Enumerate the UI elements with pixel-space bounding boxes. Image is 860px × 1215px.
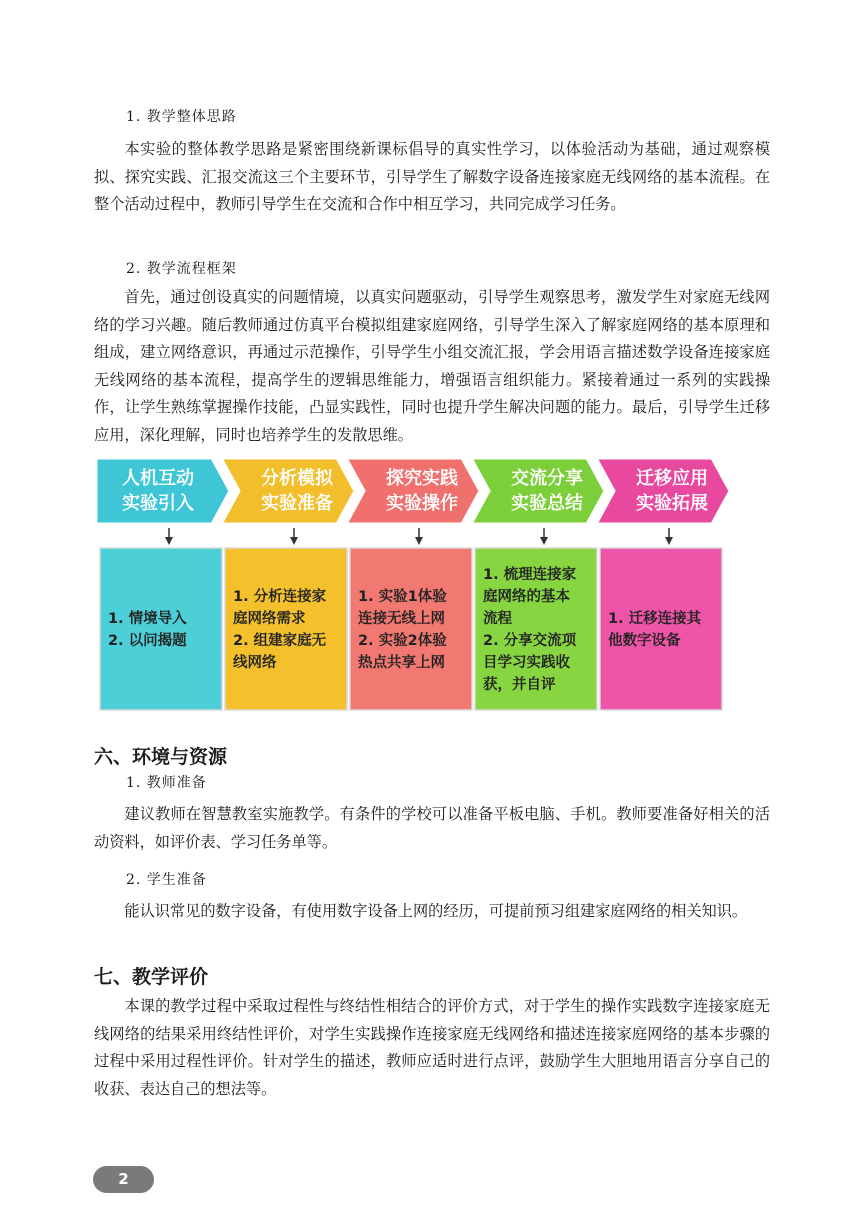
section-heading-environment: 六、环境与资源	[94, 746, 228, 768]
flow-step-4-title-line2: 实验总结	[511, 493, 583, 514]
flow-step-2-box	[225, 548, 347, 710]
paragraph-teacher-prep: 建议教师在智慧教室实施教学。有条件的学校可以准备平板电脑、手机。教师要准备好相关的活动资料，如评价表、学习任务单等。	[94, 805, 770, 851]
section-heading-evaluation: 七、教学评价	[94, 966, 209, 988]
flow-step-4-item-3: 流程	[483, 611, 512, 627]
flow-step-1-item-2: 2. 以问揭题	[108, 633, 187, 649]
subheading-teaching-approach: 1. 教学整体思路	[126, 109, 237, 125]
flow-step-2-item-4: 线网络	[233, 655, 277, 671]
flow-step-2-title-line2: 实验准备	[261, 493, 333, 514]
subheading-student-prep: 2. 学生准备	[126, 872, 207, 888]
flow-step-4-item-1: 1. 梳理连接家	[483, 567, 577, 583]
paragraph-teaching-approach: 本实验的整体教学思路是紧密围绕新课标倡导的真实性学习，以体验活动为基础，通过观察模拟、探究实践、汇报交流这三个主要环节，引导学生了解数字设备连接家庭无线网络的基本流程。在整个活动过程中，教师引导学生在交流和合作中相互学习，共同完成学习任务。	[94, 140, 770, 213]
flow-step-3-item-1: 1. 实验1体验	[358, 589, 447, 605]
flow-step-4-arrow-head	[540, 537, 548, 545]
subheading-flow-framework: 2. 教学流程框架	[126, 261, 237, 277]
flow-step-4-title-line1: 交流分享	[511, 468, 583, 489]
paragraph-evaluation: 本课的教学过程中采取过程性与终结性相结合的评价方式，对于学生的操作实践数字连接家庭无线网络的结果采用终结性评价，对学生实践操作连接家庭无线网络和描述连接家庭网络的基本步骤的过程中采用过程性评价。针对学生的描述，教师应适时进行点评，鼓励学生大胆地用语言分享自己的收获、表达自己的想法等。	[94, 997, 770, 1098]
flow-step-4-item-4: 2. 分享交流项	[483, 633, 577, 649]
flow-step-4-item-5: 目学习实践收	[483, 655, 570, 671]
flow-step-5-box	[600, 548, 722, 710]
flow-step-3-box	[350, 548, 472, 710]
flow-step-3-title-line2: 实验操作	[386, 493, 458, 514]
flow-step-2-arrow-head	[290, 537, 298, 545]
flow-step-3-arrow-head	[415, 537, 423, 545]
flow-step-5-item-2: 他数字设备	[608, 633, 681, 649]
flow-step-1-title-line2: 实验引入	[122, 493, 194, 514]
flow-step-2-item-2: 庭网络需求	[233, 611, 306, 627]
flow-step-1-item-1: 1. 情境导入	[108, 611, 187, 627]
flow-step-1-box	[100, 548, 222, 710]
flow-step-4-item-2: 庭网络的基本	[483, 589, 570, 605]
paragraph-flow-framework: 首先，通过创设真实的问题情境，以真实问题驱动，引导学生观察思考，激发学生对家庭无线网络的学习兴趣。随后教师通过仿真平台模拟组建家庭网络，引导学生深入了解家庭网络的基本原理和组成，建立网络意识，再通过示范操作，引导学生小组交流汇报，学会用语言描述数学设备连接家庭无线网络的基本流程，提高学生的逻辑思维能力，增强语言组织能力。紧接着通过一系列的实践操作，让学生熟练掌握操作技能，凸显实践性，同时也提升学生解决问题的能力。最后，引导学生迁移应用，深化理解，同时也培养学生的发散思维。	[94, 288, 770, 444]
flow-step-5-item-1: 1. 迁移连接其	[608, 611, 702, 627]
flow-step-5-title-line2: 实验拓展	[636, 493, 708, 514]
teaching-flow-diagram	[96, 458, 736, 716]
flow-step-2-item-3: 2. 组建家庭无	[233, 633, 327, 649]
flow-step-3-title-line1: 探究实践	[386, 468, 458, 489]
page-number-badge: 2	[93, 1166, 154, 1193]
flow-step-2-title-line1: 分析模拟	[261, 468, 333, 489]
subheading-teacher-prep: 1. 教师准备	[126, 775, 207, 791]
flow-step-4-item-6: 获，并自评	[483, 677, 556, 693]
flow-step-3-item-4: 热点共享上网	[358, 655, 445, 671]
flow-step-5-arrow-head	[665, 537, 673, 545]
flow-step-1-arrow-head	[165, 537, 173, 545]
flow-step-1-title-line1: 人机互动	[122, 468, 194, 489]
paragraph-student-prep: 能认识常见的数字设备，有使用数字设备上网的经历，可提前预习组建家庭网络的相关知识。	[124, 902, 748, 920]
flow-step-3-item-3: 2. 实验2体验	[358, 633, 447, 649]
flow-step-2-item-1: 1. 分析连接家	[233, 589, 327, 605]
flow-step-3-item-2: 连接无线上网	[358, 611, 445, 627]
flow-step-5-title-line1: 迁移应用	[636, 468, 708, 489]
